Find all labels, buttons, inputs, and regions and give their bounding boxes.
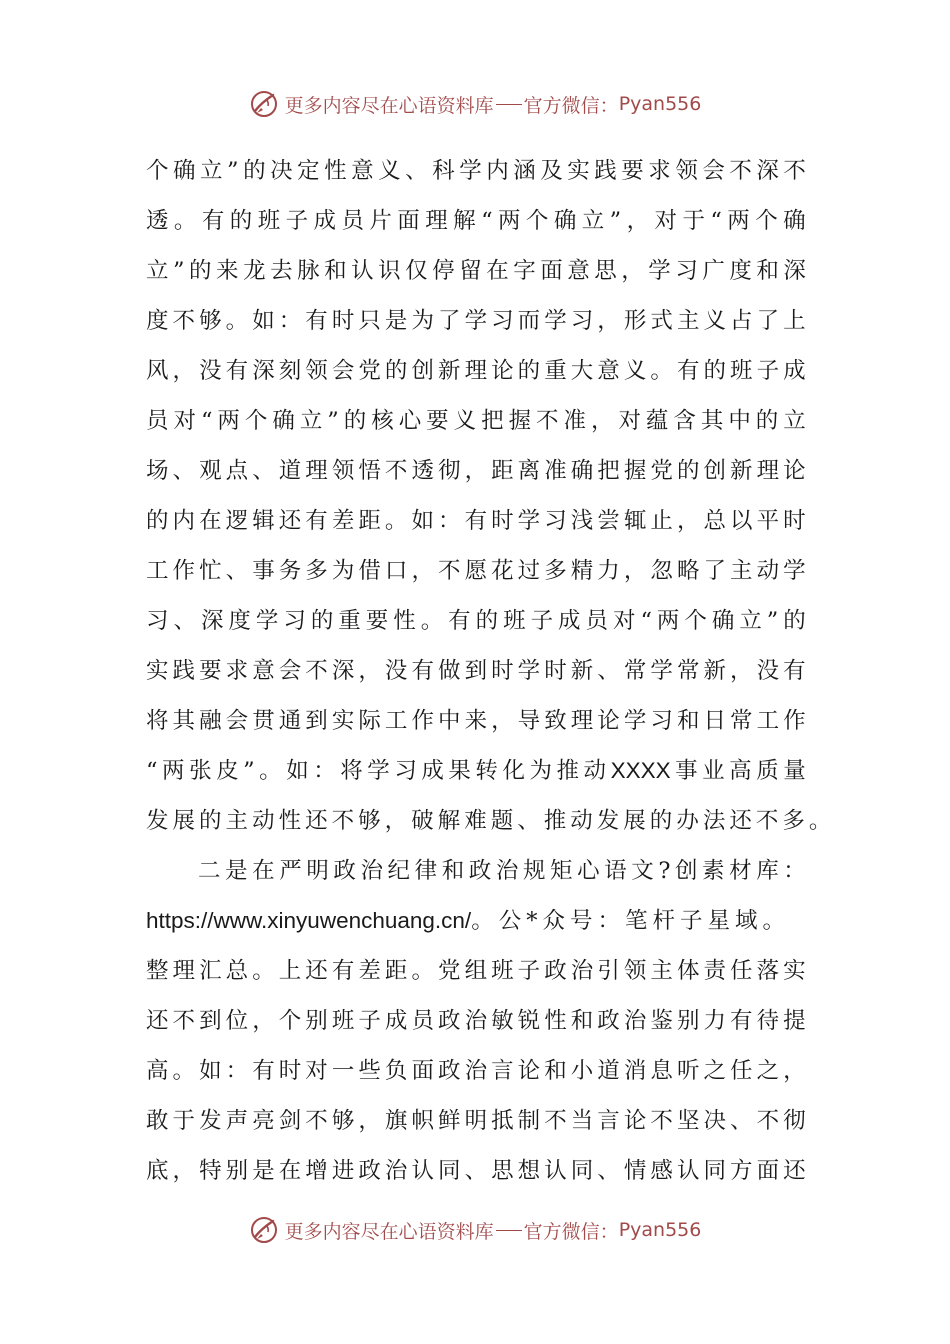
text-line: 敢 于 发 声 亮 剑 不 够 ， 旗 帜 鲜 明 抵 制 不 当 言 论 不 坚 决 、 不 彻 (146, 1108, 806, 1134)
text-line: 员 对 “ 两 个 确 立 ” 的 核 心 要 义 把 握 不 准 ， 对 蕴 含 其 中 的 立 (146, 408, 806, 434)
pen-logo-icon (249, 89, 279, 119)
text-line: 度 不 够 。 如 ： 有 时 只 是 为 了 学 习 而 学 习 ， 形 式 主 义 占 了 上 (146, 308, 806, 334)
text-line: 整 理 汇 总 。 上 还 有 差 距 。 党 组 班 子 政 治 引 领 主 体 责 任 落 实 (146, 958, 806, 984)
banner-account: Pyan556 (618, 1219, 702, 1241)
pen-logo-icon (249, 1215, 279, 1245)
banner-account: Pyan556 (618, 93, 702, 115)
text-line: 场 、 观 点 、 道 理 领 悟 不 透 彻 ， 距 离 准 确 把 握 党 的 创 新 理 论 (146, 458, 806, 484)
text-line: 习 、 深 度 学 习 的 重 要 性 。 有 的 班 子 成 员 对 “ 两 个 确 立 ” 的 (146, 608, 806, 634)
text-line: 二 是 在 严 明 政 治 纪 律 和 政 治 规 矩 心 语 文 ? 创 素 材 库 ： (198, 858, 806, 884)
header-watermark-banner (0, 84, 950, 124)
banner-label: 官方微信： (523, 1220, 619, 1243)
banner-dash (496, 1230, 522, 1231)
text-line: 个 确 立 ” 的 决 定 性 意 义 、 科 学 内 涵 及 实 践 要 求 领 会 不 深 不 (146, 158, 806, 184)
banner-dash (496, 104, 522, 105)
text-line: 风 ， 没 有 深 刻 领 会 党 的 创 新 理 论 的 重 大 意 义 。 有 的 班 子 成 (146, 358, 806, 384)
text-line: 的 内 在 逻 辑 还 有 差 距 。 如 ： 有 时 学 习 浅 尝 辄 止 ， 总 以 平 时 (146, 508, 806, 534)
text-line: 透 。 有 的 班 子 成 员 片 面 理 解 “ 两 个 确 立 ” ， 对 于 “ 两 个 确 (146, 208, 806, 234)
text-line: 立 ” 的 来 龙 去 脉 和 认 识 仅 停 留 在 字 面 意 思 ， 学 习 广 度 和 深 (146, 258, 806, 284)
text-line: 将 其 融 会 贯 通 到 实 际 工 作 中 来 ， 导 致 理 论 学 习 和 日 常 工 作 (146, 708, 806, 734)
footer-watermark-banner (0, 1210, 950, 1250)
text-line: 底 ， 特 别 是 在 增 进 政 治 认 同 、 思 想 认 同 、 情 感 认 同 方 面 还 (146, 1158, 806, 1184)
banner-title: 更多内容尽在心语资料库 (284, 1220, 494, 1243)
text-line: https://www.xinyuwenchuang.cn/ 。公*众号：笔杆子星域。 (146, 908, 790, 934)
text-line: 实 践 要 求 意 会 不 深 ， 没 有 做 到 时 学 时 新 、 常 学 常 新 ， 没 有 (146, 658, 806, 684)
text-line: “ 两 张 皮 ” 。 如 ： 将 学 习 成 果 转 化 为 推 动 XXXX 事 业 高 质 量 (146, 758, 806, 784)
text-line: 高 。 如 ： 有 时 对 一 些 负 面 政 治 言 论 和 小 道 消 息 听 之 任 之 ， (146, 1058, 806, 1084)
text-line: 发 展 的 主 动 性 还 不 够 ， 破 解 难 题 、 推 动 发 展 的 办 法 还 不 多 。 (146, 808, 836, 834)
text-line: 还 不 到 位 ， 个 别 班 子 成 员 政 治 敏 锐 性 和 政 治 鉴 别 力 有 待 提 (146, 1008, 806, 1034)
banner-label: 官方微信： (523, 94, 619, 117)
text-line: 工 作 忙 、 事 务 多 为 借 口 ， 不 愿 花 过 多 精 力 ， 忽 略 了 主 动 学 (146, 558, 806, 584)
banner-title: 更多内容尽在心语资料库 (284, 94, 494, 117)
document-body (146, 146, 836, 1196)
